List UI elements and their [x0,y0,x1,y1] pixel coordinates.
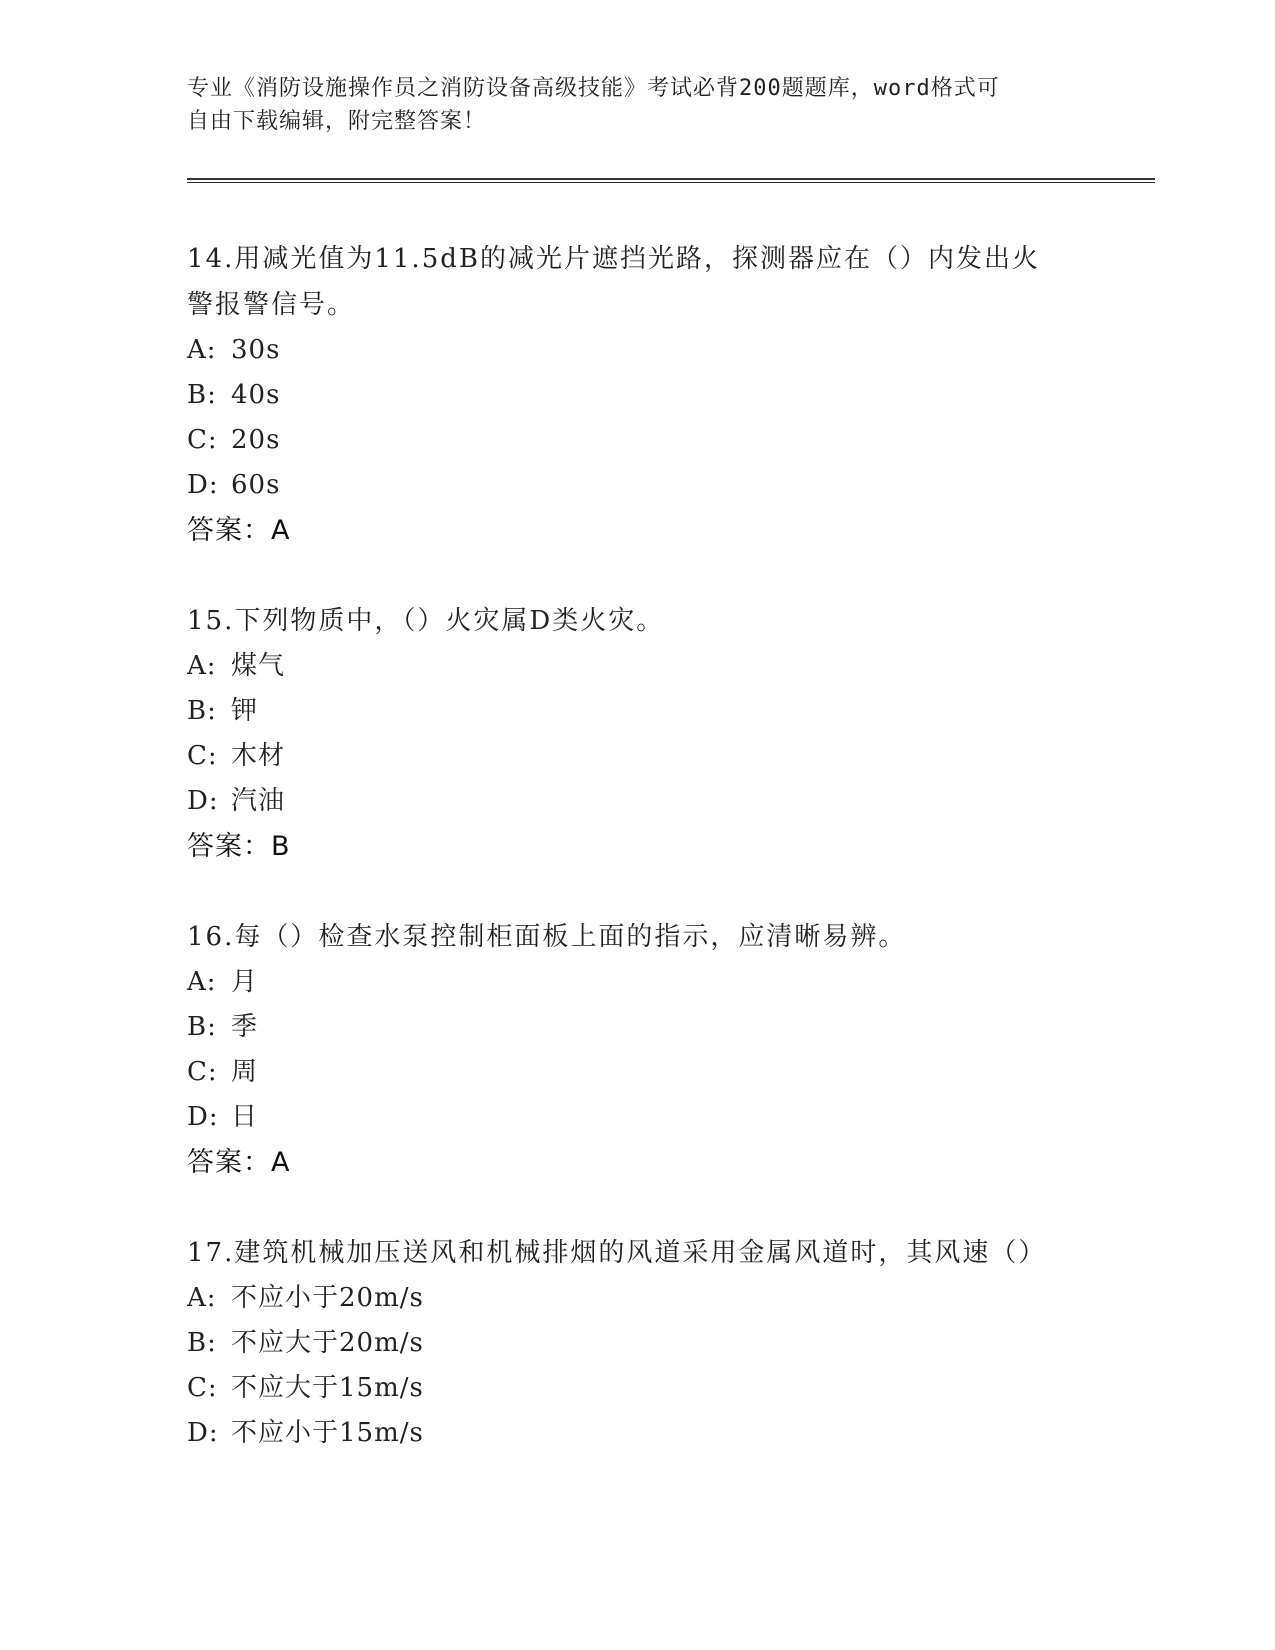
option-b [187,1005,1087,1050]
option-key: B: [187,696,217,726]
question-text [187,914,1087,960]
header-line-2: 自由下载编辑，附完整答案！ [187,109,487,134]
option-key: B: [187,380,217,410]
question-17 [187,1230,1087,1456]
option-key: C: [187,741,218,771]
header-line-1: 专业《消防设施操作员之消防设备高级技能》考试必背200题题库，word格式可 [187,76,1000,101]
option-key: A: [187,967,217,997]
option-c [187,1366,1087,1411]
option-key: C: [187,1373,218,1403]
document-header [187,72,1067,138]
header-divider [187,178,1155,183]
question-text-line-2: 警报警信号。 [187,290,356,320]
question-text [187,236,1087,328]
option-a [187,644,1087,689]
option-key: C: [187,425,218,455]
option-value: 周 [231,1057,259,1087]
option-value: 60s [231,470,281,500]
option-key: B: [187,1012,217,1042]
option-d [187,1095,1087,1140]
option-c [187,734,1087,779]
option-a [187,1276,1087,1321]
question-text [187,598,1087,644]
question-text-line-1: 14.用减光值为11.5dB的减光片遮挡光路，探测器应在（）内发出火 [187,244,1040,274]
option-key: D: [187,1102,219,1132]
option-value: 20s [231,425,281,455]
option-d [187,1411,1087,1456]
option-value: 煤气 [231,651,286,681]
option-key: A: [187,335,217,365]
option-key: B: [187,1328,217,1358]
option-value: 不应小于20m/s [231,1283,424,1313]
question-text-line-1: 15.下列物质中，（）火灾属D类火灾。 [187,606,665,636]
question-text-line-1: 16.每（）检查水泵控制柜面板上面的指示，应清晰易辨。 [187,922,907,952]
answer-line: 答案：A [187,1147,291,1178]
option-key: C: [187,1057,218,1087]
option-c [187,418,1087,463]
option-a [187,960,1087,1005]
option-value: 日 [231,1102,259,1132]
option-key: A: [187,1283,217,1313]
option-b [187,689,1087,734]
option-b [187,373,1087,418]
option-value: 季 [231,1012,259,1042]
option-value: 40s [231,380,281,410]
option-key: D: [187,1418,219,1448]
option-value: 木材 [231,741,286,771]
option-value: 汽油 [231,786,286,816]
option-d [187,463,1087,508]
answer-line: 答案：B [187,831,291,862]
question-list [187,236,1087,1501]
option-d [187,779,1087,824]
question-text [187,1230,1087,1276]
question-text-line-1: 17.建筑机械加压送风和机械排烟的风道采用金属风道时，其风速（） [187,1238,1047,1268]
option-b [187,1321,1087,1366]
option-value: 30s [231,335,281,365]
option-key: D: [187,470,219,500]
option-c [187,1050,1087,1095]
option-value: 不应小于15m/s [231,1418,424,1448]
option-a [187,328,1087,373]
option-key: A: [187,651,217,681]
option-value: 不应大于15m/s [231,1373,424,1403]
option-value: 钾 [231,696,259,726]
question-16 [187,914,1087,1185]
question-14 [187,236,1087,553]
option-value: 不应大于20m/s [231,1328,424,1358]
option-key: D: [187,786,219,816]
answer-line: 答案：A [187,515,291,546]
question-15 [187,598,1087,869]
option-value: 月 [231,967,259,997]
